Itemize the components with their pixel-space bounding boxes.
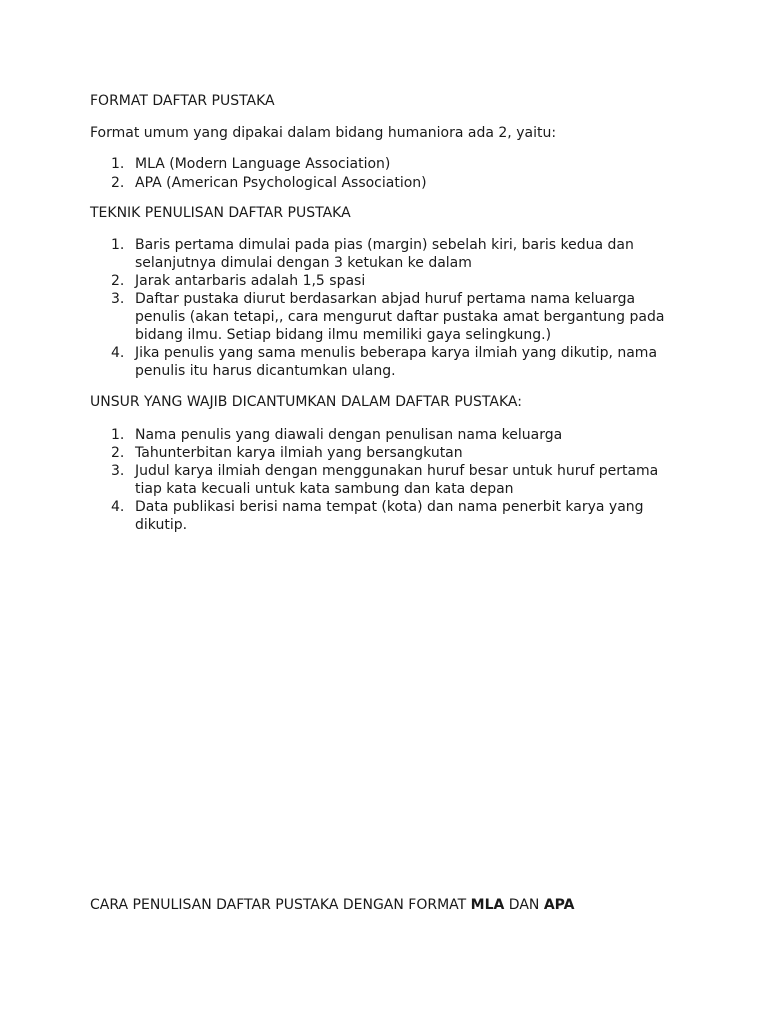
list-item: [90, 462, 670, 498]
unsur-list: [90, 426, 670, 534]
list-number: 2.: [111, 445, 125, 461]
format-list: [90, 155, 670, 193]
list-item: [90, 155, 670, 174]
section-title-format: FORMAT DAFTAR PUSTAKA: [90, 93, 275, 109]
list-number: 1.: [111, 156, 125, 172]
list-item-text: Jarak antarbaris adalah 1,5 spasi: [135, 273, 366, 289]
list-item-text: Nama penulis yang diawali dengan penulisan nama keluarga: [135, 427, 563, 443]
list-item: [90, 426, 670, 444]
list-item: [90, 344, 670, 380]
list-item: [90, 444, 670, 462]
section-title-teknik: TEKNIK PENULISAN DAFTAR PUSTAKA: [90, 205, 351, 221]
list-number: 3.: [111, 463, 125, 479]
list-item-text: Jika penulis yang sama menulis beberapa karya ilmiah yang dikutip, nama penulis itu harus dicantumkan ulang.: [135, 345, 658, 379]
list-item: [90, 174, 670, 193]
list-number: 1.: [111, 237, 125, 253]
section-title-unsur: UNSUR YANG WAJIB DICANTUMKAN DALAM DAFTAR PUSTAKA:: [90, 394, 522, 410]
list-item-text: Baris pertama dimulai pada pias (margin) sebelah kiri, baris kedua dan selanjutnya dimulai dengan 3 ketukan ke dalam: [135, 237, 634, 271]
list-item-text: Data publikasi berisi nama tempat (kota) dan nama penerbit karya yang dikutip.: [135, 499, 644, 533]
teknik-list: [90, 236, 670, 380]
list-item-text: MLA (Modern Language Association): [135, 156, 391, 172]
list-number: 2.: [111, 175, 125, 191]
list-item: [90, 290, 670, 344]
list-item-text: Judul karya ilmiah dengan menggunakan huruf besar untuk huruf pertama tiap kata kecuali untuk kata sambung dan kata depan: [135, 463, 659, 497]
list-item-text: APA (American Psychological Association): [135, 175, 427, 191]
list-item: [90, 236, 670, 272]
section-title-middle: DAN: [504, 897, 544, 913]
list-number: 4.: [111, 499, 125, 515]
list-item-text: Daftar pustaka diurut berdasarkan abjad huruf pertama nama keluarga penulis (akan tetapi,, cara mengurut daftar pustaka amat bergantung pada bidang ilmu. Setiap bidang ilmu memiliki gaya selingkung.): [135, 291, 665, 343]
list-number: 2.: [111, 273, 125, 289]
intro-paragraph: Format umum yang dipakai dalam bidang humaniora ada 2, yaitu:: [90, 125, 557, 141]
list-item-text: Tahunterbitan karya ilmiah yang bersangkutan: [135, 445, 463, 461]
list-item: [90, 498, 670, 534]
apa-bold: APA: [543, 897, 575, 913]
mla-bold: MLA: [470, 897, 505, 913]
list-number: 4.: [111, 345, 125, 361]
section-title-prefix: CARA PENULISAN DAFTAR PUSTAKA DENGAN FORMAT: [90, 897, 471, 913]
list-number: 1.: [111, 427, 125, 443]
list-item: [90, 272, 670, 290]
section-title-cara: [90, 897, 575, 914]
list-number: 3.: [111, 291, 125, 307]
